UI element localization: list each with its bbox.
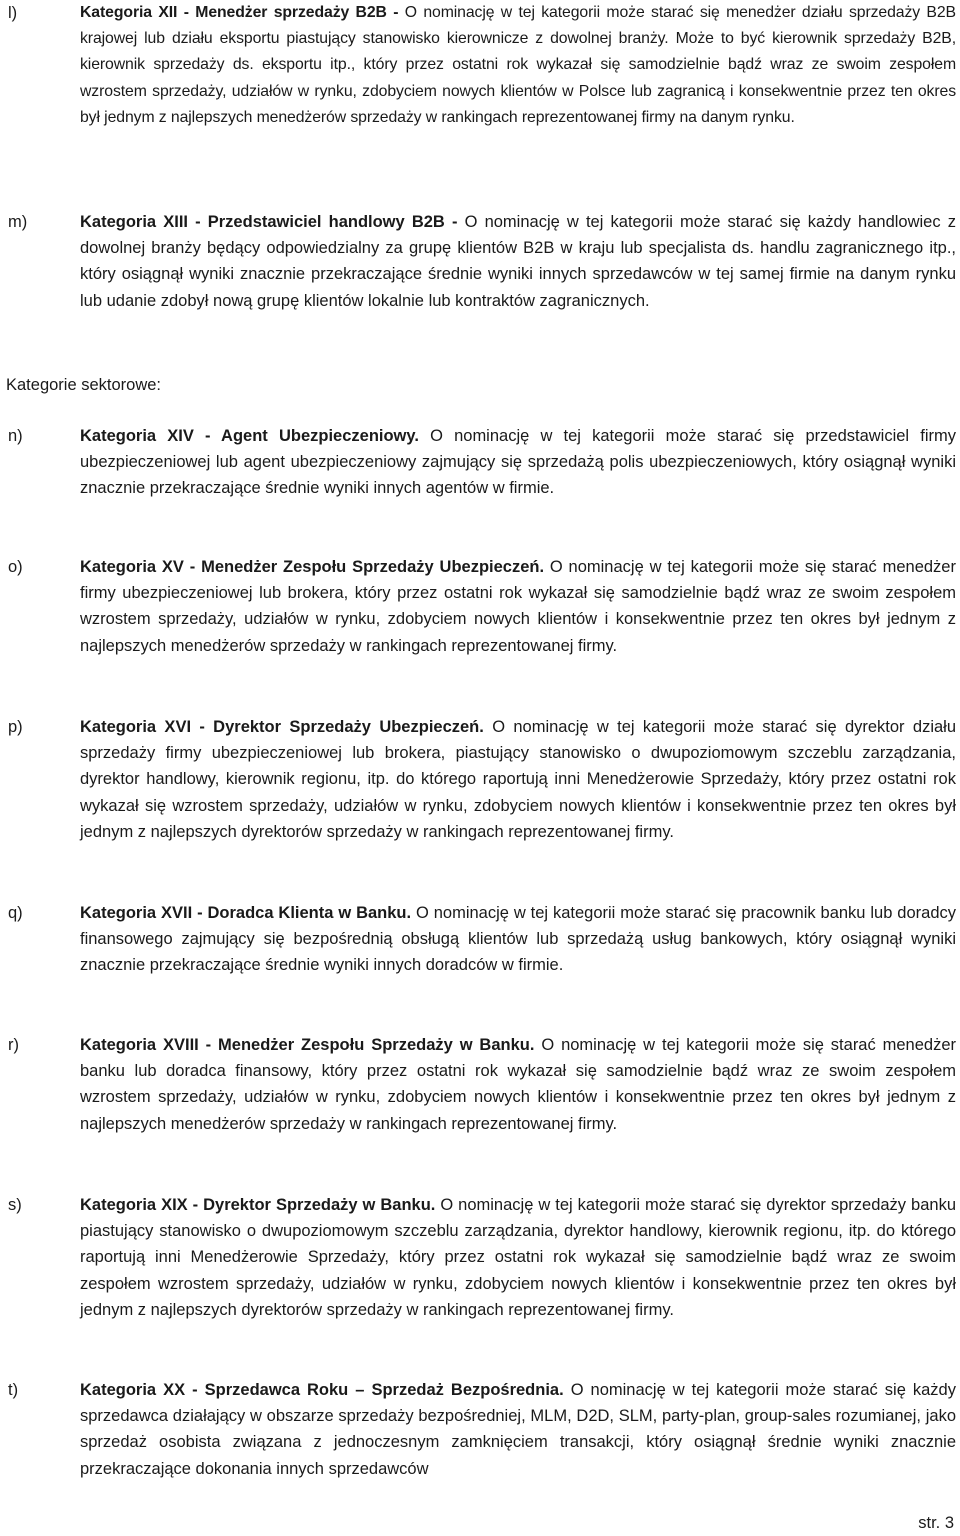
- category-description: [80, 1032, 956, 1137]
- list-marker: q): [8, 904, 23, 922]
- category-title: Kategoria XIX - Dyrektor Sprzedaży w Banku.: [80, 1196, 436, 1214]
- category-title: Kategoria XVIII - Menedżer Zespołu Sprzedaży w Banku.: [80, 1036, 535, 1054]
- category-description: [80, 714, 956, 845]
- list-marker: n): [8, 427, 23, 445]
- category-description: [80, 423, 956, 502]
- category-body: O nominację w tej kategorii może starać się pracownik banku lub doradcy finansowego zajmujący się bezpośrednią obsługą klientów lub sprzedażą usług bankowych, który osiągnął wyniki znacznie przekraczające średnie wyniki innych doradców w firmie.: [80, 904, 956, 975]
- category-title: Kategoria XII - Menedżer sprzedaży B2B -: [80, 4, 405, 21]
- sector-categories-heading: Kategorie sektorowe:: [6, 376, 162, 394]
- page-number: str. 3: [918, 1514, 954, 1532]
- category-title: Kategoria XV - Menedżer Zespołu Sprzedaży Ubezpieczeń.: [80, 558, 545, 576]
- category-body: O nominację w tej kategorii może starać się każdy handlowiec z dowolnej branży będący odpowiedzialny za grupę klientów B2B w kraju lub specjalista ds. handlu zagranicznego itp., który osiągnął wyniki znacznie przekraczające średnie wyniki innych sprzedawców w tej samej firmie na danym rynku lub udanie zdobył nową grupę klientów lokalnie lub kontraktów zagranicznych.: [80, 213, 956, 310]
- category-title: Kategoria XVI - Dyrektor Sprzedaży Ubezpieczeń.: [80, 718, 484, 736]
- category-body: O nominację w tej kategorii może starać się przedstawiciel firmy ubezpieczeniowej lub agent ubezpieczeniowy zajmujący się sprzedażą polis ubezpieczeniowych, który osiągnął wyniki znacznie przekraczające średnie wyniki innych agentów w firmie.: [80, 427, 956, 498]
- list-marker: l): [8, 4, 18, 22]
- list-marker: m): [8, 213, 28, 231]
- category-description: [80, 0, 956, 131]
- list-marker: t): [8, 1381, 19, 1399]
- category-body: O nominację w tej kategorii może się starać menedżer banku lub doradca finansowy, który przez ostatni rok wykazał się samodzielnie bądź wraz ze swoim zespołem wzrostem sprzedaży, udziałów w rynku, zdobyciem nowych klientów i konsekwentnie przez ten okres był jednym z najlepszych menedżerów sprzedaży w rankingach reprezentowanej firmy.: [80, 1036, 957, 1133]
- list-marker: s): [8, 1196, 22, 1214]
- category-description: [80, 900, 956, 979]
- category-description: [80, 1377, 956, 1482]
- category-title: Kategoria XX - Sprzedawca Roku – Sprzedaż Bezpośrednia.: [80, 1381, 564, 1399]
- category-description: [80, 554, 956, 659]
- category-body: O nominację w tej kategorii może się starać menedżer firmy ubezpieczeniowej lub brokera, który przez ostatni rok wykazał się samodzielnie bądź wraz ze swoim zespołem wzrostem sprzedaży, udziałów w rynku, zdobyciem nowych klientów i konsekwentnie przez ten okres był jednym z najlepszych menedżerów sprzedaży w rankingach reprezentowanej firmy.: [80, 558, 956, 655]
- category-body: O nominację w tej kategorii może starać się menedżer działu sprzedaży B2B krajowej lub działu eksportu piastujący stanowisko kierownicze z dowolnej branży. Może to być kierownik sprzedaży B2B, kierownik sprzedaży ds. eksportu itp., który przez ostatni rok wykazał się samodzielnie bądź wraz ze swoim zespołem wzrostem sprzedaży, udziałów w rynku, zdobyciem nowych klientów w Polsce lub zagranicą i konsekwentnie przez ten okres był jednym z najlepszych menedżerów sprzedaży w rankingach reprezentowanej firmy na danym rynku.: [80, 4, 956, 126]
- category-body: O nominację w tej kategorii może starać się każdy sprzedawca działający w obszarze sprzedaży bezpośredniej, MLM, D2D, SLM, party-plan, group-sales rozumianej, jako sprzedaż osobista związana z jednoczesnym zamknięciem transakcji, który osiągnął średnie wyniki znacznie przekraczające dokonania innych sprzedawców: [80, 1381, 956, 1478]
- category-description: [80, 209, 956, 314]
- category-body: O nominację w tej kategorii może starać się dyrektor sprzedaży banku piastujący stanowisko o dwupoziomowym szczeblu zarządzania, dyrektor handlowy, kierownik regionu, itp. do którego raportują inni Menedżerowie Sprzedaży, który przez ostatni rok wykazał się samodzielnie bądź wraz ze swoim zespołem wzrostem sprzedaży, udziałów w rynku, zdobyciem nowych klientów i konsekwentnie przez ten okres był jednym z najlepszych dyrektorów sprzedaży w rankingach reprezentowanej firmy.: [80, 1196, 956, 1319]
- category-description: [80, 1192, 956, 1323]
- category-title: Kategoria XIII - Przedstawiciel handlowy B2B -: [80, 213, 465, 231]
- list-marker: p): [8, 718, 23, 736]
- category-title: Kategoria XVII - Doradca Klienta w Banku.: [80, 904, 412, 922]
- list-marker: r): [8, 1036, 19, 1054]
- list-marker: o): [8, 558, 23, 576]
- category-title: Kategoria XIV - Agent Ubezpieczeniowy.: [80, 427, 419, 445]
- category-body: O nominację w tej kategorii może starać się dyrektor działu sprzedaży firmy ubezpieczeniowej lub brokera, piastujący stanowisko o dwupoziomowym szczeblu zarządzania, dyrektor handlowy, kierownik regionu, itp. do którego raportują inni Menedżerowie Sprzedaży, który przez ostatni rok wykazał się wzrostem sprzedaży, udziałów w rynku, zdobyciem nowych klientów i konsekwentnie przez ten okres był jednym z najlepszych dyrektorów sprzedaży w rankingach reprezentowanej firmy.: [80, 718, 956, 841]
